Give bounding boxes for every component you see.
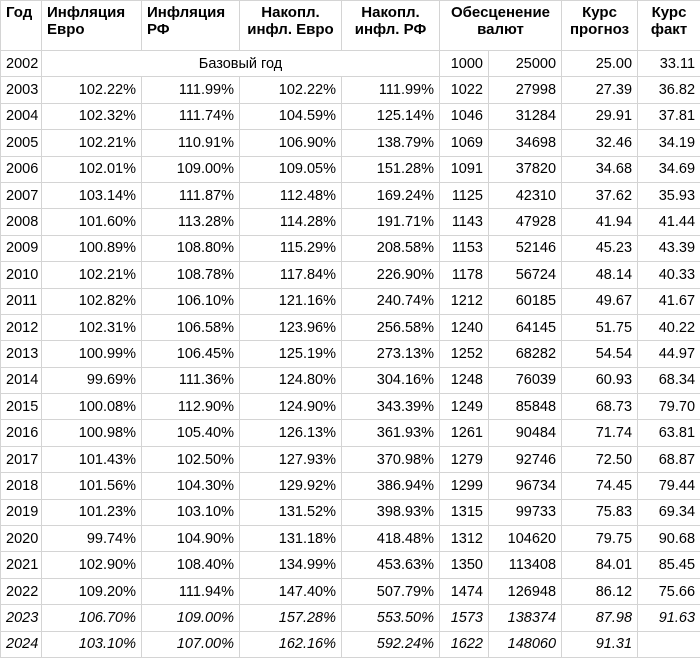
year-cell: 2008	[1, 209, 42, 235]
acc-rf-cell: 111.99%	[342, 77, 440, 103]
acc-euro-cell: 127.93%	[240, 446, 342, 472]
dev1-cell: 1279	[440, 446, 489, 472]
year-cell: 2009	[1, 235, 42, 261]
acc-euro-cell: 104.59%	[240, 103, 342, 129]
dev2-cell: 31284	[489, 103, 562, 129]
rate-fact-cell: 40.22	[638, 314, 700, 340]
rate-fact-cell: 91.63	[638, 605, 700, 631]
header-year: Год	[1, 1, 42, 51]
year-cell: 2021	[1, 552, 42, 578]
year-cell: 2006	[1, 156, 42, 182]
rate-fact-cell: 44.97	[638, 341, 700, 367]
table-row	[1, 262, 700, 288]
table-row	[1, 103, 700, 129]
infl-rf-cell: 106.45%	[142, 341, 240, 367]
rate-fact-cell: 34.19	[638, 130, 700, 156]
year-cell: 2022	[1, 578, 42, 604]
dev2-cell: 60185	[489, 288, 562, 314]
header-row	[1, 1, 700, 51]
infl-rf-cell: 107.00%	[142, 631, 240, 657]
dev2-cell: 104620	[489, 526, 562, 552]
dev2-cell: 92746	[489, 446, 562, 472]
infl-euro-cell: 109.20%	[42, 578, 142, 604]
rate-fact-cell: 37.81	[638, 103, 700, 129]
acc-rf-cell: 191.71%	[342, 209, 440, 235]
infl-rf-cell: 109.00%	[142, 156, 240, 182]
dev2-cell: 96734	[489, 473, 562, 499]
acc-euro-cell: 162.16%	[240, 631, 342, 657]
table-row	[1, 130, 700, 156]
acc-rf-cell: 592.24%	[342, 631, 440, 657]
rate-forecast-cell: 72.50	[562, 446, 638, 472]
infl-rf-cell: 106.10%	[142, 288, 240, 314]
table-row	[1, 77, 700, 103]
table-row	[1, 578, 700, 604]
rate-forecast-cell: 48.14	[562, 262, 638, 288]
header-infl-rf: Инфляция РФ	[142, 1, 240, 51]
infl-rf-cell: 111.74%	[142, 103, 240, 129]
infl-euro-cell: 103.14%	[42, 182, 142, 208]
header-acc-euro: Накопл. инфл. Евро	[240, 1, 342, 51]
acc-euro-cell: 123.96%	[240, 314, 342, 340]
infl-rf-cell: 108.78%	[142, 262, 240, 288]
acc-euro-cell: 121.16%	[240, 288, 342, 314]
year-cell: 2017	[1, 446, 42, 472]
rate-fact-cell: 75.66	[638, 578, 700, 604]
acc-rf-cell: 418.48%	[342, 526, 440, 552]
rate-forecast-cell: 79.75	[562, 526, 638, 552]
dev1-cell: 1212	[440, 288, 489, 314]
acc-euro-cell: 124.80%	[240, 367, 342, 393]
acc-rf-cell: 226.90%	[342, 262, 440, 288]
infl-euro-cell: 99.74%	[42, 526, 142, 552]
acc-euro-cell: 131.52%	[240, 499, 342, 525]
rate-forecast-cell: 45.23	[562, 235, 638, 261]
year-cell: 2014	[1, 367, 42, 393]
acc-rf-cell: 208.58%	[342, 235, 440, 261]
year-cell: 2016	[1, 420, 42, 446]
dev2-cell: 113408	[489, 552, 562, 578]
rate-fact-cell	[638, 631, 700, 657]
infl-rf-cell: 111.87%	[142, 182, 240, 208]
header-infl-euro: Инфляция Евро	[42, 1, 142, 51]
infl-rf-cell: 111.36%	[142, 367, 240, 393]
table-row	[1, 235, 700, 261]
infl-rf-cell: 104.30%	[142, 473, 240, 499]
rate-forecast-cell: 68.73	[562, 394, 638, 420]
rate-fact-cell: 79.70	[638, 394, 700, 420]
acc-rf-cell: 370.98%	[342, 446, 440, 472]
table-row	[1, 499, 700, 525]
dev1-cell: 1153	[440, 235, 489, 261]
rate-fact-cell: 41.67	[638, 288, 700, 314]
infl-euro-cell: 100.98%	[42, 420, 142, 446]
dev1-cell: 1125	[440, 182, 489, 208]
dev1-cell: 1299	[440, 473, 489, 499]
infl-euro-cell: 102.21%	[42, 262, 142, 288]
infl-euro-cell: 101.56%	[42, 473, 142, 499]
rate-forecast-cell: 37.62	[562, 182, 638, 208]
infl-euro-cell: 99.69%	[42, 367, 142, 393]
dev2-cell: 47928	[489, 209, 562, 235]
rate-forecast-cell: 84.01	[562, 552, 638, 578]
table-row	[1, 552, 700, 578]
dev2-cell: 34698	[489, 130, 562, 156]
dev2-cell: 42310	[489, 182, 562, 208]
acc-euro-cell: 131.18%	[240, 526, 342, 552]
infl-euro-cell: 106.70%	[42, 605, 142, 631]
acc-euro-cell: 157.28%	[240, 605, 342, 631]
dev2-cell: 37820	[489, 156, 562, 182]
rate-fact-cell: 79.44	[638, 473, 700, 499]
acc-euro-cell: 117.84%	[240, 262, 342, 288]
infl-euro-cell: 100.08%	[42, 394, 142, 420]
year-cell: 2020	[1, 526, 42, 552]
dev2-cell: 68282	[489, 341, 562, 367]
year-cell: 2015	[1, 394, 42, 420]
rate-forecast-cell: 60.93	[562, 367, 638, 393]
dev2-cell: 52146	[489, 235, 562, 261]
year-cell: 2023	[1, 605, 42, 631]
acc-euro-cell: 109.05%	[240, 156, 342, 182]
dev2-cell: 126948	[489, 578, 562, 604]
table-row	[1, 526, 700, 552]
infl-rf-cell: 111.99%	[142, 77, 240, 103]
dev1-cell: 1178	[440, 262, 489, 288]
dev1-cell: 1046	[440, 103, 489, 129]
acc-rf-cell: 386.94%	[342, 473, 440, 499]
header-rate-fact: Курс факт	[638, 1, 700, 51]
rate-forecast-cell: 74.45	[562, 473, 638, 499]
rate-forecast-cell: 49.67	[562, 288, 638, 314]
rate-forecast-cell: 54.54	[562, 341, 638, 367]
dev1-cell: 1022	[440, 77, 489, 103]
table-row	[1, 314, 700, 340]
year-cell: 2003	[1, 77, 42, 103]
acc-rf-cell: 343.39%	[342, 394, 440, 420]
rate-forecast-cell: 75.83	[562, 499, 638, 525]
acc-rf-cell: 273.13%	[342, 341, 440, 367]
rate-fact-cell: 69.34	[638, 499, 700, 525]
acc-euro-cell: 125.19%	[240, 341, 342, 367]
acc-rf-cell: 240.74%	[342, 288, 440, 314]
rate-forecast-cell: 91.31	[562, 631, 638, 657]
dev2-cell: 148060	[489, 631, 562, 657]
acc-euro-cell: 102.22%	[240, 77, 342, 103]
dev2-cell: 85848	[489, 394, 562, 420]
infl-euro-cell: 102.21%	[42, 130, 142, 156]
dev1-cell: 1350	[440, 552, 489, 578]
rate-forecast-cell: 32.46	[562, 130, 638, 156]
base-forecast-cell: 25.00	[562, 51, 638, 77]
infl-euro-cell: 102.01%	[42, 156, 142, 182]
table-row	[1, 182, 700, 208]
rate-fact-cell: 34.69	[638, 156, 700, 182]
infl-euro-cell: 101.23%	[42, 499, 142, 525]
acc-euro-cell: 129.92%	[240, 473, 342, 499]
dev1-cell: 1315	[440, 499, 489, 525]
year-cell: 2005	[1, 130, 42, 156]
year-cell: 2018	[1, 473, 42, 499]
infl-rf-cell: 102.50%	[142, 446, 240, 472]
rate-forecast-cell: 86.12	[562, 578, 638, 604]
dev1-cell: 1312	[440, 526, 489, 552]
infl-rf-cell: 112.90%	[142, 394, 240, 420]
year-cell: 2012	[1, 314, 42, 340]
base-fact-cell: 33.11	[638, 51, 700, 77]
acc-rf-cell: 553.50%	[342, 605, 440, 631]
infl-rf-cell: 108.80%	[142, 235, 240, 261]
rate-fact-cell: 85.45	[638, 552, 700, 578]
rate-forecast-cell: 71.74	[562, 420, 638, 446]
rate-fact-cell: 68.34	[638, 367, 700, 393]
dev2-cell: 56724	[489, 262, 562, 288]
dev1-cell: 1143	[440, 209, 489, 235]
rate-forecast-cell: 27.39	[562, 77, 638, 103]
infl-rf-cell: 106.58%	[142, 314, 240, 340]
rate-fact-cell: 68.87	[638, 446, 700, 472]
rate-fact-cell: 90.68	[638, 526, 700, 552]
header-acc-rf: Накопл. инфл. РФ	[342, 1, 440, 51]
rate-fact-cell: 40.33	[638, 262, 700, 288]
dev1-cell: 1248	[440, 367, 489, 393]
dev1-cell: 1261	[440, 420, 489, 446]
year-cell: 2007	[1, 182, 42, 208]
rate-fact-cell: 41.44	[638, 209, 700, 235]
rate-fact-cell: 63.81	[638, 420, 700, 446]
infl-rf-cell: 113.28%	[142, 209, 240, 235]
dev1-cell: 1474	[440, 578, 489, 604]
table-row	[1, 209, 700, 235]
rate-forecast-cell: 41.94	[562, 209, 638, 235]
dev1-cell: 1069	[440, 130, 489, 156]
acc-rf-cell: 256.58%	[342, 314, 440, 340]
base-year-label: Базовый год	[42, 51, 440, 77]
infl-euro-cell: 102.32%	[42, 103, 142, 129]
acc-rf-cell: 361.93%	[342, 420, 440, 446]
acc-rf-cell: 138.79%	[342, 130, 440, 156]
infl-euro-cell: 100.99%	[42, 341, 142, 367]
acc-rf-cell: 151.28%	[342, 156, 440, 182]
infl-euro-cell: 101.60%	[42, 209, 142, 235]
year-cell: 2024	[1, 631, 42, 657]
acc-euro-cell: 106.90%	[240, 130, 342, 156]
acc-euro-cell: 112.48%	[240, 182, 342, 208]
acc-euro-cell: 114.28%	[240, 209, 342, 235]
dev2-cell: 90484	[489, 420, 562, 446]
header-rate-forecast: Курс прогноз	[562, 1, 638, 51]
acc-rf-cell: 125.14%	[342, 103, 440, 129]
header-devaluation: Обесценение валют	[440, 1, 562, 51]
acc-rf-cell: 453.63%	[342, 552, 440, 578]
dev1-cell: 1252	[440, 341, 489, 367]
table-row	[1, 420, 700, 446]
rate-fact-cell: 43.39	[638, 235, 700, 261]
rate-forecast-cell: 51.75	[562, 314, 638, 340]
infl-rf-cell: 105.40%	[142, 420, 240, 446]
year-cell: 2013	[1, 341, 42, 367]
infl-euro-cell: 100.89%	[42, 235, 142, 261]
base-dev1-cell: 1000	[440, 51, 489, 77]
year-cell: 2011	[1, 288, 42, 314]
infl-euro-cell: 102.90%	[42, 552, 142, 578]
dev1-cell: 1573	[440, 605, 489, 631]
infl-rf-cell: 103.10%	[142, 499, 240, 525]
acc-rf-cell: 507.79%	[342, 578, 440, 604]
acc-euro-cell: 124.90%	[240, 394, 342, 420]
base-dev2-cell: 25000	[489, 51, 562, 77]
dev2-cell: 76039	[489, 367, 562, 393]
infl-rf-cell: 104.90%	[142, 526, 240, 552]
dev1-cell: 1240	[440, 314, 489, 340]
rate-forecast-cell: 87.98	[562, 605, 638, 631]
dev1-cell: 1249	[440, 394, 489, 420]
rate-forecast-cell: 34.68	[562, 156, 638, 182]
year-cell: 2010	[1, 262, 42, 288]
table-row	[1, 367, 700, 393]
infl-euro-cell: 103.10%	[42, 631, 142, 657]
table-row	[1, 631, 700, 657]
infl-rf-cell: 108.40%	[142, 552, 240, 578]
rate-forecast-cell: 29.91	[562, 103, 638, 129]
acc-euro-cell: 115.29%	[240, 235, 342, 261]
acc-euro-cell: 126.13%	[240, 420, 342, 446]
dev2-cell: 64145	[489, 314, 562, 340]
table-row	[1, 341, 700, 367]
infl-rf-cell: 111.94%	[142, 578, 240, 604]
year-cell: 2004	[1, 103, 42, 129]
infl-euro-cell: 102.22%	[42, 77, 142, 103]
acc-euro-cell: 147.40%	[240, 578, 342, 604]
dev1-cell: 1622	[440, 631, 489, 657]
table-row	[1, 156, 700, 182]
dev2-cell: 138374	[489, 605, 562, 631]
dev1-cell: 1091	[440, 156, 489, 182]
infl-rf-cell: 109.00%	[142, 605, 240, 631]
table-row	[1, 288, 700, 314]
acc-rf-cell: 304.16%	[342, 367, 440, 393]
acc-euro-cell: 134.99%	[240, 552, 342, 578]
table-row	[1, 473, 700, 499]
dev2-cell: 27998	[489, 77, 562, 103]
rate-fact-cell: 36.82	[638, 77, 700, 103]
table-row	[1, 605, 700, 631]
acc-rf-cell: 169.24%	[342, 182, 440, 208]
base-year-row	[1, 51, 700, 77]
year-cell: 2019	[1, 499, 42, 525]
infl-euro-cell: 102.82%	[42, 288, 142, 314]
base-year-cell: 2002	[1, 51, 42, 77]
infl-euro-cell: 101.43%	[42, 446, 142, 472]
acc-rf-cell: 398.93%	[342, 499, 440, 525]
infl-euro-cell: 102.31%	[42, 314, 142, 340]
infl-rf-cell: 110.91%	[142, 130, 240, 156]
rate-fact-cell: 35.93	[638, 182, 700, 208]
dev2-cell: 99733	[489, 499, 562, 525]
table-row	[1, 446, 700, 472]
table-row	[1, 394, 700, 420]
